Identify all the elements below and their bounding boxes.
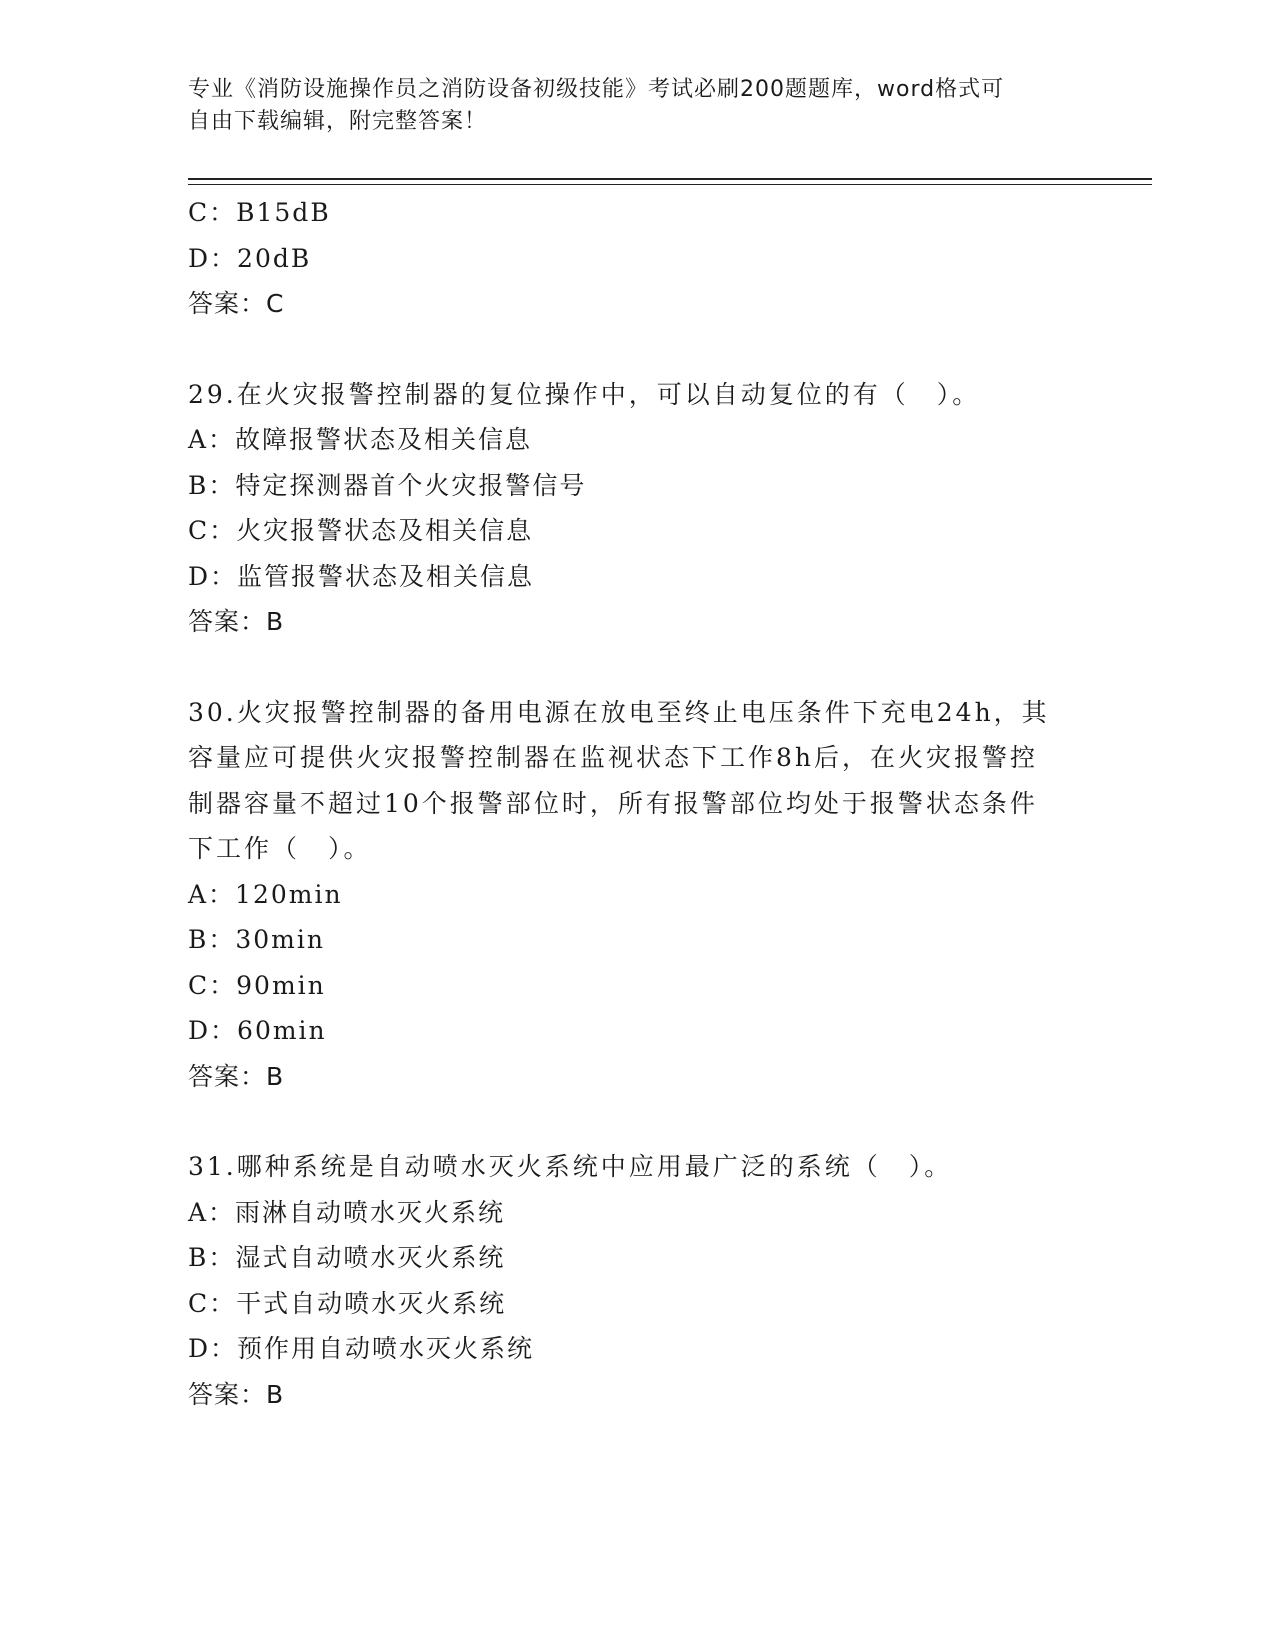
option-a: A：雨淋自动喷水灭火系统: [188, 1197, 506, 1227]
option-d: D：监管报警状态及相关信息: [188, 561, 535, 591]
option-b: B：湿式自动喷水灭火系统: [188, 1243, 506, 1272]
option-c: C：90min: [188, 970, 326, 1000]
question-31: [188, 1144, 1148, 1417]
question-text-line-2: 容量应可提供火灾报警控制器在监视状态下工作8h后，在火灾报警控: [188, 743, 1039, 772]
option-c: C：火灾报警状态及相关信息: [188, 516, 534, 545]
previous-question-tail: [188, 190, 1148, 327]
question-text: 31.哪种系统是自动喷水灭火系统中应用最广泛的系统（ ）。: [188, 1152, 953, 1181]
option-d: D：20dB: [188, 243, 312, 273]
option-d: D：预作用自动喷水灭火系统: [188, 1334, 535, 1363]
answer-line: 答案：B: [188, 1379, 285, 1409]
question-text-line-1: 30.火灾报警控制器的备用电源在放电至终止电压条件下充电24h，其: [188, 697, 1050, 727]
option-b: B：30min: [188, 925, 325, 954]
option-a: A：故障报警状态及相关信息: [188, 425, 533, 454]
question-29: [188, 372, 1148, 645]
header-divider: [188, 178, 1152, 185]
page-header: [188, 74, 1078, 138]
header-title-line-2: 自由下载编辑，附完整答案！: [188, 109, 488, 134]
option-d: D：60min: [188, 1016, 327, 1045]
option-b: B：特定探测器首个火灾报警信号: [188, 470, 587, 500]
question-30: [188, 690, 1148, 1100]
question-text: 29.在火灾报警控制器的复位操作中，可以自动复位的有（ ）。: [188, 379, 981, 409]
option-a: A：120min: [188, 879, 343, 909]
question-text-line-4: 下工作（ ）。: [188, 834, 372, 863]
option-c: C：干式自动喷水灭火系统: [188, 1288, 507, 1318]
question-text-line-3: 制器容量不超过10个报警部位时，所有报警部位均处于报警状态条件: [188, 788, 1038, 818]
answer-line: 答案：C: [188, 289, 285, 318]
answer-line: 答案：B: [188, 607, 285, 636]
question-content: [188, 190, 1148, 1417]
header-title-line-1: 专业《消防设施操作员之消防设备初级技能》考试必刷200题题库，word格式可: [188, 77, 1005, 102]
answer-line: 答案：B: [188, 1061, 285, 1091]
option-c: C：B15dB: [188, 198, 331, 227]
